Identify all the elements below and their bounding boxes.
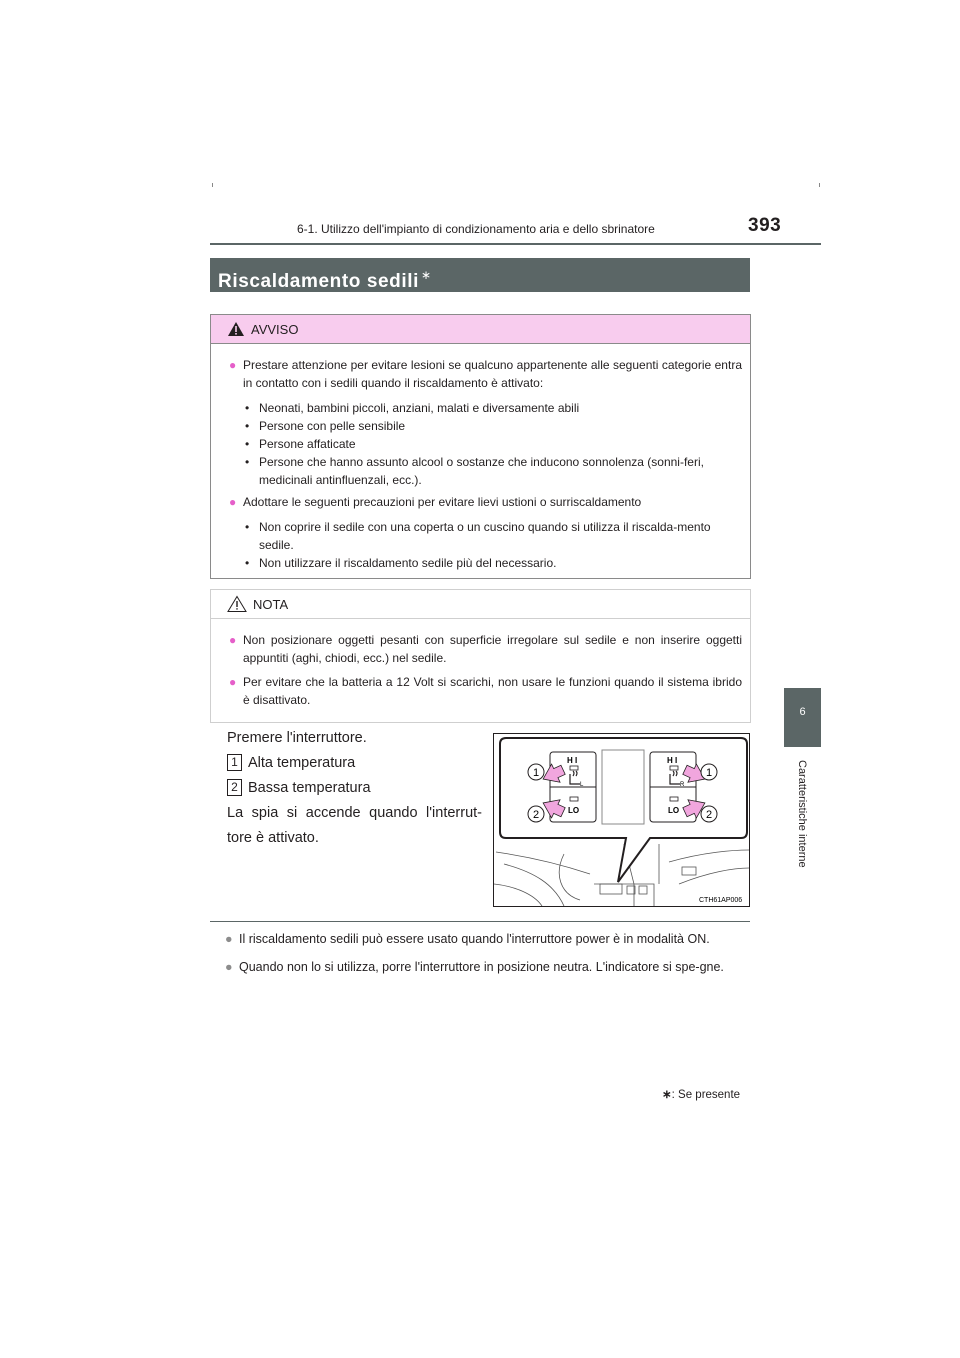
left-hi-label: H I [567, 756, 578, 765]
warning-subitem: • Non coprire il sedile con una coperta o un cuscino quando si utilizza il riscalda-mento sedile. [245, 520, 711, 552]
instruction-intro: Premere l'interruttore. [227, 730, 367, 746]
warning-subitem: • Non utilizzare il riscaldamento sedile più del necessario. [245, 556, 557, 570]
footnotes [225, 929, 750, 977]
chapter-tab: 6 [784, 688, 821, 747]
footnote-rule [210, 921, 750, 922]
note-heading: NOTA [253, 596, 289, 612]
optional-legend [662, 1087, 740, 1101]
warning-item: ● Prestare attenzione per evitare lesioni se qualcuno appartenente alle seguenti categorie entra in contatto con i sedili quando il riscaldamento è attivato: [229, 358, 742, 390]
left-seat-letter: L [580, 782, 584, 788]
right-seat-letter: R [680, 782, 685, 788]
warning-subitem: • Neonati, bambini piccoli, anziani, malati e diversamente abili [245, 401, 580, 415]
seat-heater-figure [493, 733, 750, 907]
note-box [210, 589, 751, 723]
section-header: 6-1. Utilizzo dell'impianto di condizionamento aria e dello sbrinatore [297, 222, 655, 236]
page-number: 393 [748, 215, 782, 236]
optional-mark: ∗ [421, 268, 432, 282]
right-lo-label: LO [668, 806, 680, 815]
optional-legend-text: : Se presente [671, 1089, 741, 1101]
note-item: ● Non posizionare oggetti pesanti con superficie irregolare sul sedile e non inserire oggetti appuntiti (aghi, chiodi, ecc.) nel sedile. [229, 633, 742, 665]
callout-2-right: 2 [705, 809, 713, 821]
right-hi-label: H I [667, 756, 678, 765]
instruction-item-1: 1 Alta temperatura [227, 751, 482, 776]
footnote-item: ● Il riscaldamento sedili può essere usato quando l'interruttore power è in modalità ON. [225, 932, 710, 946]
warning-heading: AVVISO [251, 321, 299, 337]
callout-1-right: 1 [705, 767, 713, 779]
header-rule [210, 243, 821, 245]
instructions [227, 726, 482, 851]
callout-2-left: 2 [532, 809, 540, 821]
seat-heater-illustration [494, 734, 749, 906]
figure-code: CTH61AP006 [699, 897, 743, 904]
left-lo-label: LO [568, 806, 580, 815]
warning-triangle-icon [227, 321, 245, 337]
instruction-indicator: La spia si accende quando l'interrut-tore è attivato. [227, 805, 482, 846]
warning-subitem: • Persone affaticate [245, 437, 356, 451]
crop-mark [819, 183, 820, 187]
section-title [210, 258, 750, 292]
section-title-text: Riscaldamento sedili [218, 271, 420, 292]
warning-subitem: • Persone che hanno assunto alcool o sostanze che inducono sonnolenza (sonni-feri, medicinali antinfluenzali, ecc.). [245, 455, 704, 487]
crop-mark [212, 183, 213, 187]
footnote-item: ● Quando non lo si utilizza, porre l'interruttore in posizione neutra. L'indicatore si spe-gne. [225, 960, 724, 974]
warning-header [211, 315, 750, 344]
warning-subitem: • Persone con pelle sensibile [245, 419, 406, 433]
chapter-label: Caratteristiche interne [796, 760, 808, 868]
warning-item: ● Adottare le seguenti precauzioni per evitare lievi ustioni o surriscaldamento [229, 495, 642, 509]
optional-legend-mark: ∗ [662, 1089, 672, 1101]
note-item: ● Per evitare che la batteria a 12 Volt si scarichi, non usare le funzioni quando il sistema ibrido è disattivato. [229, 675, 742, 707]
warning-box [210, 314, 751, 579]
callout-1-left: 1 [532, 767, 540, 779]
instruction-item-2: 2 Bassa temperatura [227, 776, 482, 801]
note-header [211, 590, 750, 619]
note-triangle-icon [227, 595, 247, 613]
